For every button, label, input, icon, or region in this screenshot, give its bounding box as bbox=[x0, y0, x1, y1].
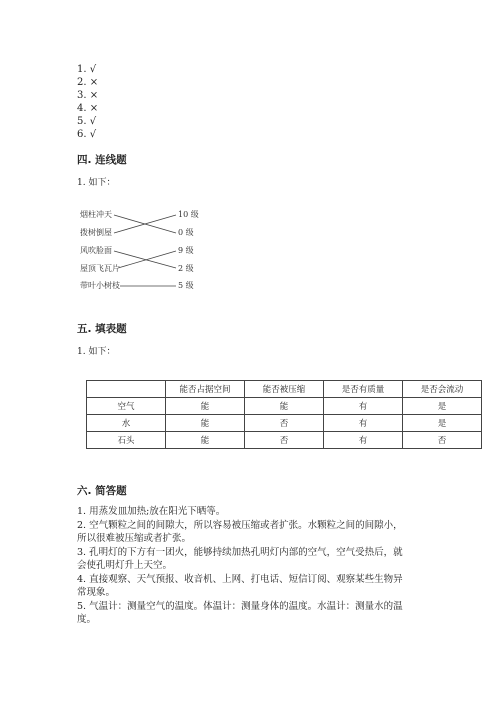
table-row bbox=[87, 432, 482, 449]
table-cell: 水 bbox=[87, 415, 166, 432]
matching-left-3: 风吹脸面 bbox=[80, 246, 112, 255]
answer-3: 3. × bbox=[77, 90, 99, 101]
table-cell: 否 bbox=[245, 415, 324, 432]
table-cell: 石头 bbox=[87, 432, 166, 449]
table-row bbox=[87, 415, 482, 432]
matching-right-4: 2 级 bbox=[178, 264, 194, 273]
table-cell: 能 bbox=[245, 398, 324, 415]
properties-table bbox=[86, 380, 482, 449]
answer-line: 2. 空气颗粒之间的间隙大，所以容易被压缩或者扩张。水颗粒之间的间隙小， bbox=[77, 519, 403, 531]
table-header-cell: 能否占据空间 bbox=[166, 381, 245, 398]
answer-line: 1. 用蒸发皿加热;放在阳光下晒等。 bbox=[77, 506, 226, 517]
answer-line: 度。 bbox=[77, 614, 97, 625]
matching-right-3: 9 级 bbox=[178, 246, 194, 255]
table-cell: 是 bbox=[403, 398, 482, 415]
table-header-cell: 是否会流动 bbox=[403, 381, 482, 398]
answer-line: 所以很难被压缩或者扩张。 bbox=[77, 533, 192, 544]
table-cell: 能 bbox=[166, 432, 245, 449]
table-cell: 有 bbox=[324, 415, 403, 432]
matching-right-2: 0 级 bbox=[178, 228, 194, 237]
table-cell: 否 bbox=[245, 432, 324, 449]
short-answer-body bbox=[77, 505, 477, 627]
answer-line: 会使孔明灯升上天空。 bbox=[77, 560, 173, 571]
answer-1: 1. √ bbox=[77, 64, 97, 75]
table-header-row bbox=[87, 381, 482, 398]
table-header-cell: 能否被压缩 bbox=[245, 381, 324, 398]
matching-left-5: 带叶小树枝 bbox=[80, 281, 120, 290]
table-row bbox=[87, 398, 482, 415]
answer-line: 4. 直接观察、天气预报、收音机、上网、打电话、短信订阅、观察某些生物异 bbox=[77, 573, 403, 585]
answer-6: 6. √ bbox=[77, 129, 97, 140]
matching-left-4: 屋顶飞瓦片 bbox=[80, 264, 120, 273]
section-heading-short-answer: 六. 简答题 bbox=[77, 485, 127, 497]
section-heading-table: 五. 填表题 bbox=[77, 323, 127, 335]
section-heading-matching: 四. 连线题 bbox=[77, 154, 127, 166]
matching-left-2: 拨树倒屋 bbox=[80, 228, 112, 237]
answer-line: 常现象。 bbox=[77, 587, 116, 598]
answer-5: 5. √ bbox=[77, 116, 97, 127]
table-cell: 是 bbox=[403, 415, 482, 432]
table-header-cell: 是否有质量 bbox=[324, 381, 403, 398]
table-cell: 空气 bbox=[87, 398, 166, 415]
answer-4: 4. × bbox=[77, 103, 99, 114]
table-cell: 有 bbox=[324, 432, 403, 449]
table-header-cell bbox=[87, 381, 166, 398]
answer-line: 3. 孔明灯的下方有一团火，能够持续加热孔明灯内部的空气，空气受热后，就 bbox=[77, 546, 403, 558]
matching-right-1: 10 级 bbox=[178, 210, 199, 219]
matching-right-5: 5 级 bbox=[178, 281, 194, 290]
table-cell: 否 bbox=[403, 432, 482, 449]
answer-line: 5. 气温计：测量空气的温度。体温计：测量身体的温度。水温计：测量水的温 bbox=[77, 600, 403, 612]
matching-intro: 1. 如下： bbox=[77, 178, 116, 188]
table-cell: 能 bbox=[166, 398, 245, 415]
answer-2: 2. × bbox=[77, 77, 99, 88]
table-cell: 能 bbox=[166, 415, 245, 432]
table-intro: 1. 如下： bbox=[77, 347, 116, 357]
table-cell: 有 bbox=[324, 398, 403, 415]
matching-left-1: 烟柱冲天 bbox=[80, 210, 112, 219]
